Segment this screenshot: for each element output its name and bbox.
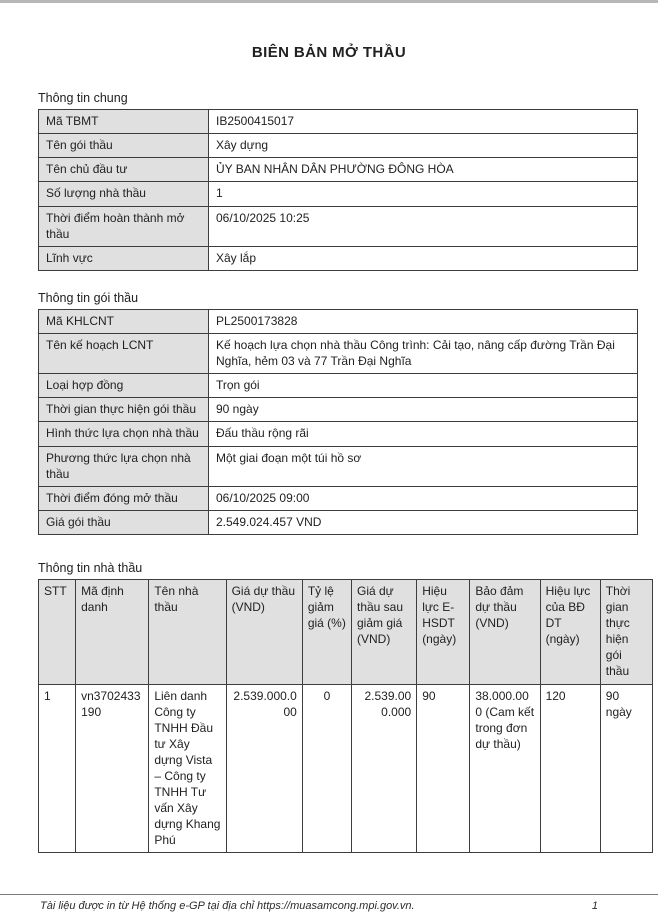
kv-value-cell: Xây lắp	[209, 246, 638, 270]
kv-value-cell: IB2500415017	[209, 110, 638, 134]
section-general-info	[38, 90, 658, 271]
kv-row	[39, 158, 638, 182]
kv-value-cell: 06/10/2025 10:25	[209, 206, 638, 246]
contractor-column-header: Hiệu lực E-HSDT (ngày)	[417, 580, 470, 684]
document-title: BIÊN BẢN MỞ THẦU	[251, 44, 407, 61]
document-content	[0, 90, 658, 853]
kv-row	[39, 398, 638, 422]
kv-label-cell: Hình thức lựa chọn nhà thầu	[39, 422, 209, 446]
kv-label-cell: Loại hợp đồng	[39, 374, 209, 398]
kv-label-cell: Thời điểm đóng mở thầu	[39, 486, 209, 510]
package-info-table	[38, 309, 638, 535]
contractor-column-header: Tỷ lệ giảm giá (%)	[302, 580, 351, 684]
kv-value-cell: Kế hoạch lựa chọn nhà thầu Công trình: Cải tạo, nâng cấp đường Trần Đại Nghĩa, hẻm 03 và 77 Trần Đại Nghĩa	[209, 334, 638, 374]
contractor-column-header: STT	[39, 580, 76, 684]
kv-value-cell: 90 ngày	[209, 398, 638, 422]
contractor-table	[38, 579, 653, 853]
kv-label-cell: Phương thức lựa chọn nhà thầu	[39, 446, 209, 486]
kv-row	[39, 206, 638, 246]
kv-value-cell: Một giai đoạn một túi hồ sơ	[209, 446, 638, 486]
kv-value-cell: Trọn gói	[209, 374, 638, 398]
contractor-header-row	[39, 580, 653, 684]
section-heading-contractors: Thông tin nhà thầu	[38, 560, 143, 575]
contractor-cell: 2.539.000.000	[351, 684, 416, 853]
kv-row	[39, 446, 638, 486]
kv-label-cell: Tên chủ đầu tư	[39, 158, 209, 182]
kv-row	[39, 182, 638, 206]
kv-value-cell: 06/10/2025 09:00	[209, 486, 638, 510]
kv-row	[39, 486, 638, 510]
page-footer	[0, 894, 658, 912]
section-contractor-info	[38, 560, 658, 854]
contractor-column-header: Hiệu lực của BĐ DT (ngày)	[540, 580, 600, 684]
kv-label-cell: Thời gian thực hiện gói thầu	[39, 398, 209, 422]
contractor-cell: Liên danh Công ty TNHH Đầu tư Xây dựng Vista – Công ty TNHH Tư vấn Xây dựng Khang Phú	[149, 684, 226, 853]
contractor-cell: 2.539.000.000	[226, 684, 302, 853]
contractor-column-header: Bảo đảm dự thầu (VND)	[470, 580, 540, 684]
kv-row	[39, 310, 638, 334]
contractor-column-header: Thời gian thực hiện gói thầu	[600, 580, 652, 684]
footer-page-number: 1	[591, 900, 598, 912]
kv-label-cell: Mã KHLCNT	[39, 310, 209, 334]
contractor-column-header: Giá dự thầu sau giảm giá (VND)	[351, 580, 416, 684]
section-heading-package: Thông tin gói thầu	[38, 290, 139, 305]
page-top-edge	[0, 0, 658, 3]
contractor-column-header: Mã định danh	[76, 580, 149, 684]
kv-label-cell: Thời điểm hoàn thành mở thầu	[39, 206, 209, 246]
kv-row	[39, 334, 638, 374]
kv-value-cell: Đấu thầu rộng rãi	[209, 422, 638, 446]
section-package-info	[38, 290, 658, 535]
kv-value-cell: ỦY BAN NHÂN DÂN PHƯỜNG ĐÔNG HÒA	[209, 158, 638, 182]
contractor-cell: 38.000.000 (Cam kết trong đơn dự thầu)	[470, 684, 540, 853]
kv-value-cell: 1	[209, 182, 638, 206]
kv-value-cell: PL2500173828	[209, 310, 638, 334]
kv-label-cell: Số lượng nhà thầu	[39, 182, 209, 206]
footer-source-note: Tài liệu được in từ Hệ thống e-GP tại địa chỉ https://muasamcong.mpi.gov.vn.	[40, 900, 415, 912]
contractor-cell: 0	[302, 684, 351, 853]
kv-row	[39, 422, 638, 446]
contractor-cell: 120	[540, 684, 600, 853]
kv-row	[39, 134, 638, 158]
contractor-cell: 90 ngày	[600, 684, 652, 853]
kv-label-cell: Tên kế hoạch LCNT	[39, 334, 209, 374]
kv-row	[39, 374, 638, 398]
contractor-cell: vn3702433190	[76, 684, 149, 853]
contractor-column-header: Tên nhà thầu	[149, 580, 226, 684]
contractor-column-header: Giá dự thầu (VND)	[226, 580, 302, 684]
kv-row	[39, 110, 638, 134]
kv-label-cell: Mã TBMT	[39, 110, 209, 134]
contractor-row	[39, 684, 653, 853]
contractor-cell: 1	[39, 684, 76, 853]
section-heading-general: Thông tin chung	[38, 91, 128, 105]
kv-label-cell: Lĩnh vực	[39, 246, 209, 270]
general-info-table	[38, 109, 638, 271]
kv-label-cell: Giá gói thầu	[39, 510, 209, 534]
kv-value-cell: Xây dựng	[209, 134, 638, 158]
kv-value-cell: 2.549.024.457 VND	[209, 510, 638, 534]
kv-row	[39, 510, 638, 534]
kv-label-cell: Tên gói thầu	[39, 134, 209, 158]
contractor-cell: 90	[417, 684, 470, 853]
kv-row	[39, 246, 638, 270]
